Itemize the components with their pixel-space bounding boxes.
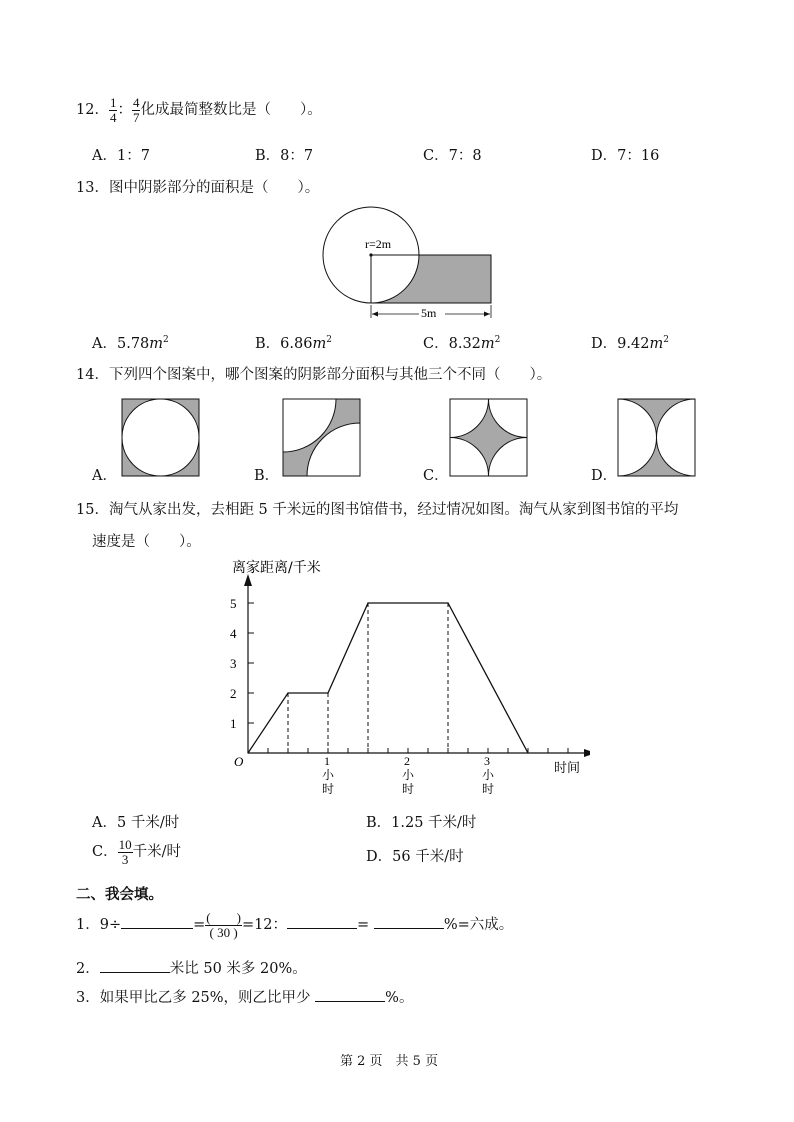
- q12-option-c[interactable]: C．7：8: [423, 148, 482, 164]
- q14-pattern-d[interactable]: [617, 398, 696, 477]
- data-point: [327, 692, 328, 693]
- x-tick-unit-char: 时: [482, 782, 495, 796]
- data-point: [287, 692, 288, 693]
- x-tick-unit-char: 小: [402, 768, 415, 782]
- q1-fraction-blank[interactable]: $\frac{( )}{( 30 )}$: [206, 910, 241, 940]
- q14-pattern-a[interactable]: [121, 398, 200, 477]
- y-tick-label: 3: [230, 656, 237, 671]
- section2-q2: 2． 米比 50 米多 20%。: [76, 957, 307, 978]
- q14-label-b[interactable]: B．: [254, 468, 280, 484]
- section2-q3: 3．如果甲比乙多 25%，则乙比甲少 %。: [76, 986, 413, 1007]
- x-tick-unit-char: 时: [322, 782, 335, 796]
- q15-option-c[interactable]: C． $\frac{10}{3}$ 千米/时: [92, 837, 181, 867]
- fraction-one-quarter: $\frac{1}{4}$: [109, 95, 117, 125]
- q1-blank-3[interactable]: [374, 914, 444, 929]
- chart-x-axis-label: 时间: [554, 761, 581, 776]
- q14-stem: 14．下列四个图案中，哪个图案的阴影部分面积与其他三个不同（ ）。: [76, 367, 552, 383]
- x-tick-unit-char: 小: [482, 768, 495, 782]
- q15-option-a[interactable]: A．5 千米/时: [92, 815, 180, 831]
- q15-distance-time-chart: [220, 556, 590, 806]
- q15-option-b[interactable]: B．1.25 千米/时: [366, 815, 477, 831]
- data-point: [447, 602, 448, 603]
- q13-length-label: 5m: [421, 306, 437, 320]
- q1-blank-2[interactable]: [287, 914, 357, 929]
- x-tick-unit-char: 小: [322, 768, 335, 782]
- section2-title: 二、我会填。: [76, 887, 163, 903]
- x-tick-unit-char: 时: [402, 782, 415, 796]
- q15-option-d[interactable]: D．56 千米/时: [366, 849, 464, 865]
- section2-q1: 1．9÷ = $\frac{( )}{( 30 )}$ =12： = %=六成。: [76, 910, 514, 940]
- q13-option-c[interactable]: C．$8.32m^2$: [423, 335, 501, 352]
- q1-blank-1[interactable]: [121, 914, 193, 929]
- data-point: [247, 752, 248, 753]
- q13-option-d[interactable]: D．$9.42m^2$: [591, 335, 669, 352]
- chart-origin-label: O: [234, 754, 244, 769]
- q14-pattern-b[interactable]: [282, 398, 361, 477]
- q15-stem-line2: 速度是（ ）。: [92, 534, 201, 550]
- q14-pattern-c[interactable]: [449, 398, 528, 477]
- q12-option-a[interactable]: A．1：7: [92, 148, 150, 164]
- fraction-ten-thirds: $\frac{10}{3}$: [118, 837, 132, 867]
- y-tick-label: 5: [230, 596, 237, 611]
- q12-stem: 12． $\frac{1}{4}$ ： $\frac{4}{7}$ 化成最简整数比是（ ）。: [76, 95, 322, 125]
- data-point: [527, 752, 528, 753]
- y-tick-label: 2: [230, 686, 237, 701]
- q13-radius-label: r=2m: [365, 237, 392, 251]
- page-footer: 第 2 页 共 5 页: [340, 1054, 439, 1069]
- fraction-four-sevenths: $\frac{4}{7}$: [132, 95, 140, 125]
- q15-stem-line1: 15．淘气从家出发，去相距 5 千米远的图书馆借书，经过情况如图。淘气从家到图书馆的平均: [76, 502, 679, 518]
- y-tick-label: 1: [230, 716, 237, 731]
- q12-option-b[interactable]: B．8：7: [255, 148, 314, 164]
- q13-option-a[interactable]: A．$5.78m^2$: [92, 335, 169, 352]
- q2-blank[interactable]: [100, 958, 170, 973]
- x-tick-label: 3: [484, 754, 490, 768]
- distance-line: [248, 603, 528, 753]
- y-tick-label: 4: [230, 626, 237, 641]
- q13-figure: [315, 200, 500, 325]
- q13-stem: 13．图中阴影部分的面积是（ ）。: [76, 180, 320, 196]
- chart-axes: [244, 574, 590, 757]
- q14-label-a[interactable]: A．: [92, 468, 117, 484]
- chart-series: [247, 602, 528, 753]
- chart-ticks: [230, 596, 568, 796]
- data-point: [367, 602, 368, 603]
- x-tick-label: 2: [404, 754, 410, 768]
- chart-dashed-drops: [288, 603, 448, 753]
- x-axis-arrow: [584, 749, 590, 757]
- q14-label-c[interactable]: C．: [423, 468, 449, 484]
- q12-option-d[interactable]: D．7：16: [591, 148, 660, 164]
- q14-label-d[interactable]: D．: [591, 468, 618, 484]
- q3-blank[interactable]: [315, 987, 385, 1002]
- chart-y-axis-label: 离家距离/千米: [232, 560, 321, 576]
- x-tick-label: 1: [324, 754, 330, 768]
- q13-option-b[interactable]: B．$6.86m^2$: [255, 335, 332, 352]
